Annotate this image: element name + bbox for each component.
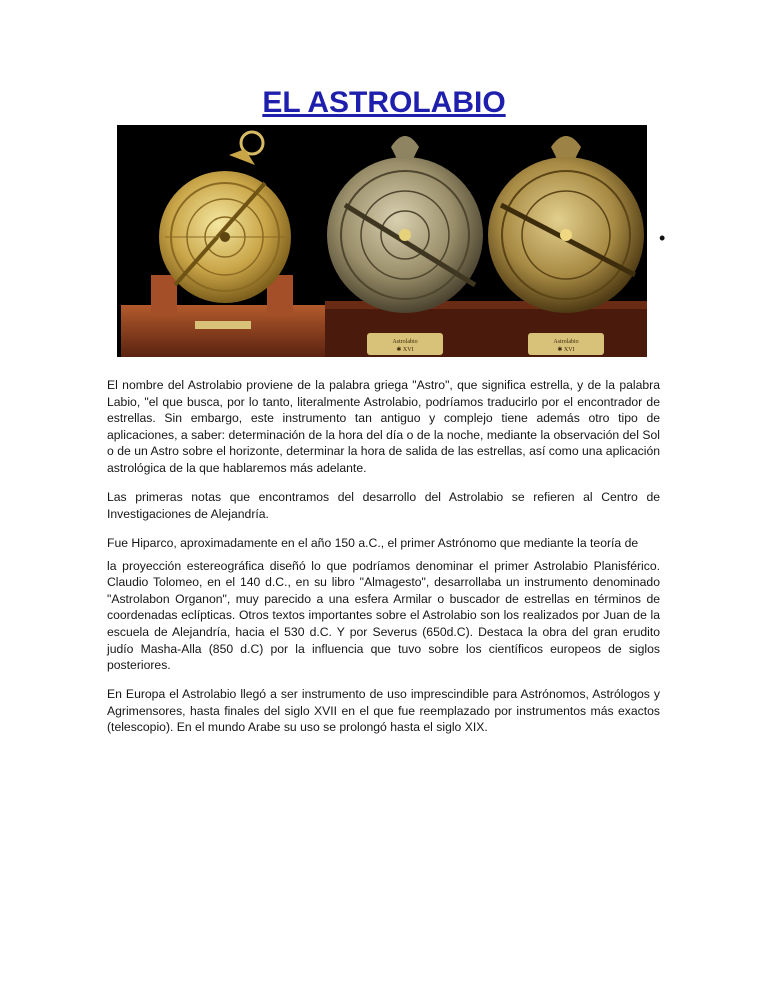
paragraph-4: En Europa el Astrolabio llegó a ser instrumento de uso imprescindible para Astrónomos, Astrólogos y Agrimensores, hasta finales del siglo XVII en el que fue reemplazado por instrumentos más exactos (telescopio). En el mundo Arabe su uso se prolongó hasta el siglo XIX.: [107, 687, 660, 735]
paragraph-1: El nombre del Astrolabio proviene de la palabra griega "Astro", que significa estrella, y de la palabra Labio, "el que busca, por lo tanto, literalmente Astrolabio, podríamos traducirlo por el encontrador de estrellas. Sin embargo, este instrumento tan antiguo y complejo tiene además otro tipo de aplicaciones, a saber: determinación de la hora del día o de la noche, mediante la observación del Sol o de un Astro sobre el horizonte, determinar la hora de salida de las estrellas, así como una aplicación astrológica de la que hablaremos más adelante.: [107, 378, 660, 475]
paragraph-3-first-line: Fue Hiparco, aproximadamente en el año 150 a.C., el primer Astrónomo que mediante la teoría de: [107, 536, 639, 550]
paragraph-3: [107, 535, 660, 674]
paragraph-2: Las primeras notas que encontramos del desarrollo del Astrolabio se refieren al Centro de Investigaciones de Alejandría.: [107, 490, 660, 521]
svg-text:Astrolabio: Astrolabio: [392, 339, 418, 345]
svg-text:Astrolabio: Astrolabio: [553, 339, 579, 345]
document-title: EL ASTROLABIO: [262, 86, 506, 119]
svg-text:✱ XVI: ✱ XVI: [557, 347, 575, 353]
list-bullet: •: [659, 228, 666, 248]
paragraph-3-rest: la proyección estereográfica diseñó lo que podríamos denominar el primer Astrolabio Planisférico. Claudio Tolomeo, en el 140 d.C., en su libro "Almagesto", desarrollaba un instrumento denominado "Astrolabon Organon", muy parecido a una esfera Armilar o buscador de estrellas en términos de coordenadas eclípticas. Otros textos importantes sobre el Astrolabio son los realizados por Juan de la escuela de Alejandría, hacia el 530 d.C. Y por Severus (650d.C). Destaca la obra del gran erudito judío Masha-Alla (850 d.C) por la influencia que tuvo sobre los científicos europeos de siglos posteriores.: [107, 558, 660, 673]
astrolabe-photo-1: [117, 125, 325, 357]
svg-text:✱ XVI: ✱ XVI: [396, 347, 414, 353]
astrolabe-photo-2: [325, 125, 485, 357]
astrolabe-photo-3: [485, 125, 647, 357]
astrolabe-photo-strip: [117, 125, 647, 357]
